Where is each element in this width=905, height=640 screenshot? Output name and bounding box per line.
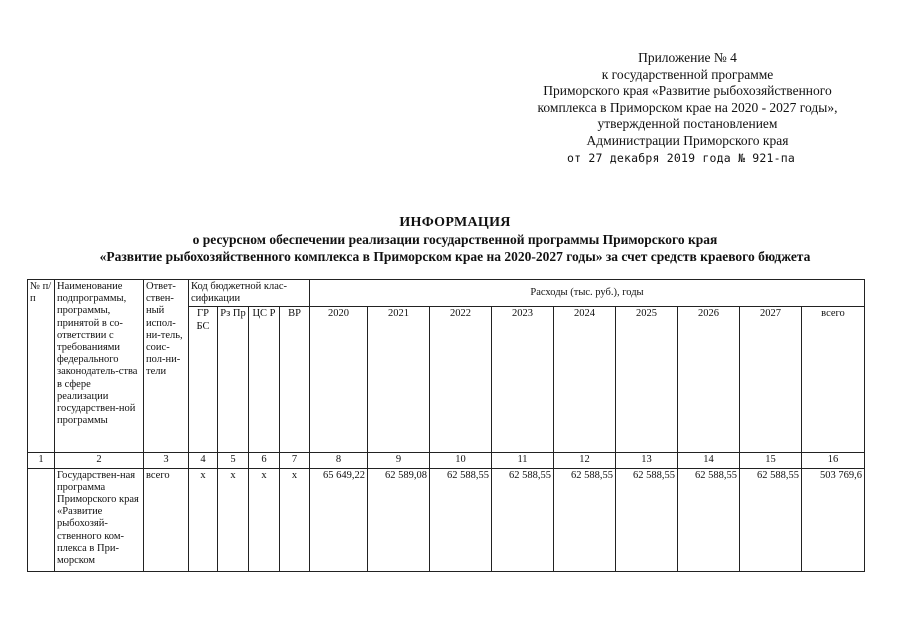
table-row	[28, 468, 865, 571]
row-value: 62 588,55	[492, 468, 554, 571]
row-rzpr: х	[218, 468, 249, 571]
header-vr: ВР	[280, 307, 310, 453]
row-num	[28, 468, 55, 571]
column-number: 7	[280, 453, 310, 468]
column-number: 9	[368, 453, 430, 468]
column-number: 2	[55, 453, 144, 468]
row-name: Государствен-ная программа Приморского края «Развитие рыбохозяй-ственного ком-плекса в При-морском	[55, 468, 144, 571]
column-number: 3	[144, 453, 189, 468]
column-number: 4	[189, 453, 218, 468]
header-grbs: ГР БС	[189, 307, 218, 453]
row-total: 503 769,6	[802, 468, 865, 571]
column-number: 5	[218, 453, 249, 468]
header-rzpr: Рз Пр	[218, 307, 249, 453]
header-year: 2026	[678, 307, 740, 453]
title-subheading: «Развитие рыбохозяйственного комплекса в Приморском крае на 2020-2027 годы» за счет средств краевого бюджета	[99, 249, 811, 264]
header-year: 2025	[616, 307, 678, 453]
header-year: 2027	[740, 307, 802, 453]
document-title	[40, 214, 870, 265]
header-csr: ЦС Р	[249, 307, 280, 453]
column-number: 14	[678, 453, 740, 468]
row-value: 65 649,22	[310, 468, 368, 571]
row-value: 62 588,55	[554, 468, 616, 571]
column-number: 8	[310, 453, 368, 468]
decree-stamp: от 27 декабря 2019 года № 921-па	[567, 151, 795, 165]
row-csr: х	[249, 468, 280, 571]
header-year: 2020	[310, 307, 368, 453]
row-grbs: х	[189, 468, 218, 571]
column-number: 16	[802, 453, 865, 468]
column-number: 10	[430, 453, 492, 468]
approval-line: Приложение № 4	[638, 50, 737, 65]
row-value: 62 588,55	[616, 468, 678, 571]
column-number: 15	[740, 453, 802, 468]
header-name: Наименование подпрограммы, программы, принятой в со-ответствии с требованиями федерального законодатель-ства в сфере реализации государствен-ной программы	[55, 280, 144, 453]
row-value: 62 588,55	[740, 468, 802, 571]
title-subheading: о ресурсном обеспечении реализации государственной программы Приморского края	[192, 232, 718, 247]
approval-line: Администрации Приморского края	[586, 132, 789, 148]
approval-line: комплекса в Приморском крае на 2020 - 2027 годы»,	[537, 99, 838, 115]
header-total: всего	[802, 307, 865, 453]
header-num: № п/п	[28, 280, 55, 453]
row-value: 62 588,55	[678, 468, 740, 571]
row-vr: х	[280, 468, 310, 571]
column-number: 11	[492, 453, 554, 468]
header-budget-code: Код бюджетной клас-сификации	[189, 280, 310, 307]
header-year: 2022	[430, 307, 492, 453]
approval-line: утвержденной постановлением	[597, 116, 778, 131]
column-number: 12	[554, 453, 616, 468]
row-responsible: всего	[144, 468, 189, 571]
header-year: 2023	[492, 307, 554, 453]
row-value: 62 588,55	[430, 468, 492, 571]
row-value: 62 589,08	[368, 468, 430, 571]
column-number: 1	[28, 453, 55, 468]
title-heading: ИНФОРМАЦИЯ	[399, 215, 511, 230]
approval-line: к государственной программе	[601, 66, 774, 82]
column-number: 6	[249, 453, 280, 468]
column-number: 13	[616, 453, 678, 468]
approval-block	[505, 50, 870, 167]
header-responsible: Ответ-ствен-ный испол-ни-тель, соис-пол-ни-тели	[144, 280, 189, 453]
header-expenses: Расходы (тыс. руб.), годы	[310, 280, 865, 307]
approval-line: Приморского края «Развитие рыбохозяйственного	[543, 83, 832, 98]
resource-table	[27, 279, 865, 572]
header-year: 2024	[554, 307, 616, 453]
header-year: 2021	[368, 307, 430, 453]
